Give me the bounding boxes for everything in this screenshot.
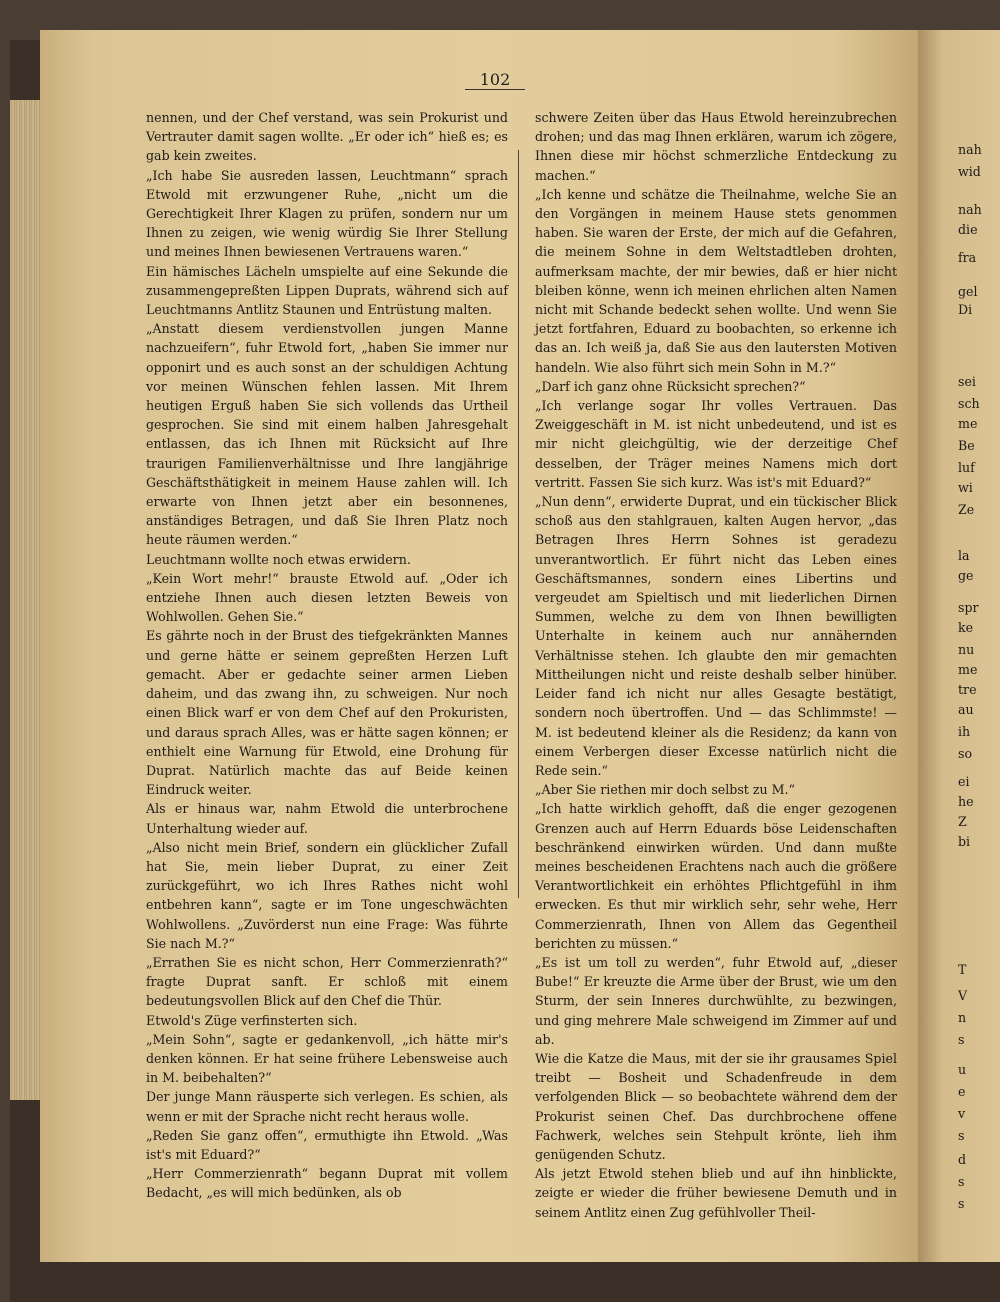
next-page-word-fragment: luf xyxy=(958,460,975,475)
next-page-word-fragment: e xyxy=(958,1084,966,1099)
next-page-word-fragment: V xyxy=(958,988,968,1003)
next-page-word-fragment: v xyxy=(958,1106,966,1121)
paragraph: Ein hämisches Lächeln umspielte auf eine Sekunde die zusammengepreßten Lippen Duprats, während sich auf Leuchtmanns Antlitz Staunen und Entrüstung malten. xyxy=(146,263,508,318)
next-page-word-fragment: Be xyxy=(958,438,975,453)
paragraph: „Ich kenne und schätze die Theilnahme, welche Sie an den Vorgängen in meinem Hause stets genommen haben. Sie waren der Erste, der mich auf die Gefahren, die meinem Sohne in dem Weltstadtleben drohten, aufmerksam machte, der mir bewies, daß er hier nicht bleiben könne, wenn ich meinen ehrlichen alten Namen nicht mit Schande bedeckt sehen wollte. Und wenn Sie jetzt fortfahren, Eduard zu boobachten, so erkenne ich das an. Ich weiß ja, daß Sie aus den lautersten Motiven handeln. Wie also führt sich mein Sohn in M.?“ xyxy=(535,186,897,375)
paragraph: nennen, und der Chef verstand, was sein Prokurist und Vertrauter damit sagen wollte. „Er oder ich“ hieß es; es gab kein zweites. xyxy=(146,110,508,164)
paragraph: Etwold's Züge verfinsterten sich. xyxy=(146,1012,358,1028)
paragraph: schwere Zeiten über das Haus Etwold hereinzubrechen drohen; und das mag Ihnen erklären, warum ich zögere, Ihnen diese mir höchst schmerzliche Entdeckung zu machen.“ xyxy=(535,110,897,183)
next-page-word-fragment: nah xyxy=(958,142,982,157)
next-page-word-fragment: gel xyxy=(958,284,978,299)
paragraph: Leuchtmann wollte noch etwas erwidern. xyxy=(146,551,411,567)
next-page-word-fragment: wid xyxy=(958,164,981,179)
next-page-word-fragment: s xyxy=(958,1032,965,1047)
next-page-word-fragment: u xyxy=(958,1062,967,1077)
next-page-word-fragment: ge xyxy=(958,568,974,583)
next-page-word-fragment: s xyxy=(958,1196,965,1211)
paragraph: „Ich hatte wirklich gehofft, daß die enger gezogenen Grenzen auch auf Herrn Eduards böse Leidenschaften beschränkend einwirken würden. Und dann mußte meines bescheidenen Erachtens nach auch die größere Verantwortlichkeit ein erhöhtes Pflichtgefühl in ihm erwecken. Es thut mir wirklich sehr, sehr wehe, Herr Commerzienrath, Ihnen von Allem das Gegentheil berichten zu müssen.“ xyxy=(535,801,897,951)
next-page-word-fragment: n xyxy=(958,1010,967,1025)
paragraph: „Nun denn“, erwiderte Duprat, und ein tückischer Blick schoß aus den stahlgrauen, kalten Augen hervor, „das Betragen Ihres Herrn Sohnes ist geradezu unverantwortlich. Er führt nicht das Leben eines Geschäftsmannes, sondern eines Libertins und vergeudet am Spieltisch und mit liederlichen Dirnen Summen, welche zu dem von Ihnen bewilligten Unterhalte in keinem auch nur annähernden Verhältnisse stehen. Ich glaubte den mir gemachten Mittheilungen nicht und reiste deshalb selber hinüber. Leider fand ich nicht nur alles Gesagte bestätigt, sondern noch übertroffen. Und — das Schlimmste! — M. ist bedeutend kleiner als die Residenz; da kann von einem Verbergen dieser Excesse natürlich nicht die Rede sein.“ xyxy=(535,494,897,778)
next-page-word-fragment: ih xyxy=(958,724,971,739)
next-page-word-fragment: he xyxy=(958,794,974,809)
next-page-word-fragment: fra xyxy=(958,250,977,265)
next-page-word-fragment: s xyxy=(958,1128,965,1143)
paragraph: „Ich habe Sie ausreden lassen, Leuchtmann“ sprach Etwold mit erzwungener Ruhe, „nicht um die Gerechtigkeit Ihrer Klagen zu prüfen, sondern nur um Ihnen zu zeigen, wie wenig würdig Sie Ihrer Stellung und meines Ihnen bewiesenen Vertrauens waren.“ xyxy=(146,167,508,260)
paragraph: Es gährte noch in der Brust des tiefgekränkten Mannes und gerne hätte er seinem gepreßten Herzen Luft gemacht. Aber er gedachte seiner armen Lieben daheim, und das zwang ihn, zu schweigen. Nur noch einen Blick warf er von dem Chef auf den Prokuristen, und daraus sprach Alles, was er hätte sagen können; er enthielt eine Warnung für Etwold, eine Drohung für Duprat. Natürlich machte das auf Beide keinen Eindruck weiter. xyxy=(146,628,508,798)
next-page-word-fragment: s xyxy=(958,1174,965,1189)
page-number: 102 xyxy=(465,70,525,90)
paragraph: „Errathen Sie es nicht schon, Herr Commerzienrath?“ fragte Duprat sanft. Er schloß mit einem bedeutungsvollen Blick auf den Chef die Thür. xyxy=(146,954,508,1009)
paragraph: „Es ist um toll zu werden“, fuhr Etwold auf, „dieser Bube!“ Er kreuzte die Arme über der Brust, wie um den Sturm, der sein Inneres durchwühlte, zu bezwingen, und ging mehrere Male schweigend im Zimmer auf und ab. xyxy=(535,954,897,1047)
next-page-word-fragment: die xyxy=(958,222,978,237)
paragraph: Der junge Mann räusperte sich verlegen. Es schien, als wenn er mit der Sprache nicht recht heraus wolle. xyxy=(146,1089,508,1124)
paragraph: „Herr Commerzienrath“ begann Duprat mit vollem Bedacht, „es will mich bedünken, als ob xyxy=(146,1166,508,1201)
next-page-word-fragment: tre xyxy=(958,682,977,697)
next-page-word-fragment: wi xyxy=(958,480,973,495)
next-page-word-fragment: sch xyxy=(958,396,980,411)
next-page-word-fragment: me xyxy=(958,662,978,677)
next-page-word-fragment: Z xyxy=(958,814,967,829)
next-page-word-fragment: ke xyxy=(958,620,974,635)
next-page-word-fragment: d xyxy=(958,1152,967,1167)
paragraph: Als er hinaus war, nahm Etwold die unterbrochene Unterhaltung wieder auf. xyxy=(146,801,508,836)
paragraph: „Kein Wort mehr!“ brauste Etwold auf. „Oder ich entziehe Ihnen auch diesen letzten Beweis von Wohlwollen. Gehen Sie.“ xyxy=(146,570,508,625)
paragraph: „Darf ich ganz ohne Rücksicht sprechen?“ xyxy=(535,378,806,394)
next-page-word-fragment: nah xyxy=(958,202,982,217)
next-page-word-fragment: nu xyxy=(958,642,975,657)
next-page-word-fragment: so xyxy=(958,746,973,761)
next-page-word-fragment: bi xyxy=(958,834,971,849)
next-page-word-fragment: Di xyxy=(958,302,973,317)
next-page-word-fragment: spr xyxy=(958,600,979,615)
next-page-word-fragment: la xyxy=(958,548,970,563)
next-page-word-fragment: me xyxy=(958,416,978,431)
paragraph: Wie die Katze die Maus, mit der sie ihr grausames Spiel treibt — Bosheit und Schadenfreude in dem verfolgenden Blick — so beobachtete während dem der Prokurist seinen Chef. Das durchbrochene offene Fachwerk, welches sein Stehpult krönte, lieh ihm genügenden Schutz. xyxy=(535,1050,897,1162)
paragraph: „Ich verlange sogar Ihr volles Vertrauen. Das Zweiggeschäft in M. ist nicht unbedeutend, und ist es mir nicht gleichgültig, wie der derzeitige Chef desselben, der Träger meines Namens mich dort vertritt. Fassen Sie sich kurz. Was ist's mit Eduard?“ xyxy=(535,398,897,490)
paragraph: „Anstatt diesem verdienstvollen jungen Manne nachzueifern“, fuhr Etwold fort, „haben Sie immer nur opponirt und es auch sonst an der schuldigen Achtung vor meinen Wünschen fehlen lassen. Mit Ihrem heutigen Erguß haben Sie sich vollends das Urtheil gesprochen. Sie sind mit einem halben Jahresgehalt entlassen, das ich Ihnen mit Rücksicht auf Ihre traurigen Familienverhältnisse und Ihre langjährige Geschäftsthätigkeit in meinem Hause zahlen will. Ich erwarte von Ihnen jetzt aber ein besonnenes, anständiges Betragen, und daß Sie Ihren Platz noch heute räumen werden.“ xyxy=(146,321,508,548)
text-column-right xyxy=(535,108,897,1222)
text-column-left xyxy=(146,108,508,1203)
next-page-word-fragment: au xyxy=(958,702,974,717)
next-page-word-fragment: T xyxy=(958,962,967,977)
paragraph: „Aber Sie riethen mir doch selbst zu M.“ xyxy=(535,782,795,798)
paragraph: Als jetzt Etwold stehen blieb und auf ihn hinblickte, zeigte er wieder die früher bewiesene Demuth und in seinem Antlitz einen Zug gefühlvoller Theil- xyxy=(535,1166,897,1220)
next-page-word-fragment: ei xyxy=(958,774,970,789)
paragraph: „Mein Sohn“, sagte er gedankenvoll, „ich hätte mir's denken können. Er hat seine frühere Lebensweise auch in M. beibehalten?“ xyxy=(146,1031,508,1086)
next-page-word-fragment: sei xyxy=(958,374,976,389)
paragraph: „Reden Sie ganz offen“, ermuthigte ihn Etwold. „Was ist's mit Eduard?“ xyxy=(146,1127,508,1162)
paragraph: „Also nicht mein Brief, sondern ein glücklicher Zufall hat Sie, mein lieber Duprat, zu einer Zeit zurückgeführt, wo ich Ihres Rathes nicht wohl entbehren kann“, sagte er im Tone ungeschwächten Wohlwollens. „Zuvörderst nun eine Frage: Was führte Sie nach M.?“ xyxy=(146,839,508,951)
next-page-word-fragment: Ze xyxy=(958,502,975,517)
column-divider xyxy=(518,150,519,898)
